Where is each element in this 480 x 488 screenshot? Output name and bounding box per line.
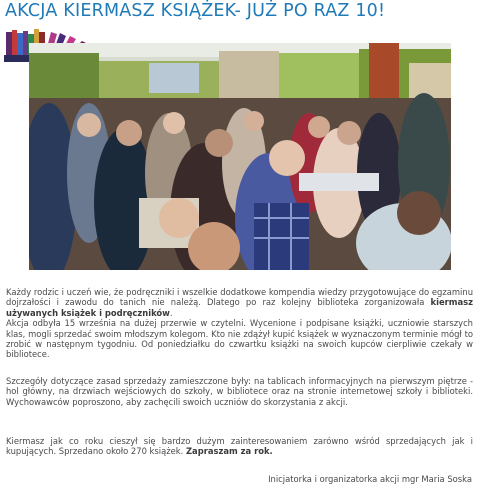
paragraph-1-text-c: Akcja odbyła 15 września na dużej przerwie w czytelni. Wycenione i podpisane książki, uczniowie starszych klas, mogli sprzedać swoim młodszym kolegom. Kto nie zdążył kupić książek w wyznaczonym terminie mógł to zrobić w następnym tygodniu. Od poniedziałku do czwartku książki na swoich kupców cierpliwie czekały w bibliotece.: [6, 318, 473, 360]
article-title: AKCJA KIERMASZ KSIĄŻEK- JUŻ PO RAZ 10!: [5, 1, 386, 21]
paragraph-3-text: Kiermasz jak co roku cieszył się bardzo dużym zainteresowaniem zarówno wśród sprzedających jak i kupujących. Sprzedano około 270 książek.: [6, 436, 473, 457]
article-paragraph-2: Szczegóły dotyczące zasad sprzedaży zamieszczone były: na tablicach informacyjnych na pierwszym piętrze - hol główny, na drzwiach wejściowych do szkoły, w bibliotece oraz na stronie internetowej szkoły i biblioteki. Wychowawców poproszono, aby zachęcili swoich uczniów do skorzystania z akcji.: [6, 376, 473, 407]
article-paragraph-1: [6, 287, 473, 360]
paragraph-1-bold: kiermasz używanych książek i podręczników: [6, 297, 473, 318]
article-paragraph-3: [6, 436, 473, 457]
paragraph-1-text-a: Każdy rodzic i uczeń wie, że podręczniki i wszelkie dodatkowe kompendia wiedzy przygotowujące do egzaminu dojrzałości i zawodu do tanich nie należą. Dlatego po raz kolejny biblioteka zorganizowała: [6, 287, 473, 308]
paragraph-1-text-b: .: [169, 307, 173, 318]
book-fair-crowd-photo: [29, 43, 451, 270]
signature: Inicjatorka i organizatorka akcji mgr Maria Soska: [268, 474, 472, 484]
paragraph-3-bold: Zapraszam za rok.: [185, 446, 273, 457]
